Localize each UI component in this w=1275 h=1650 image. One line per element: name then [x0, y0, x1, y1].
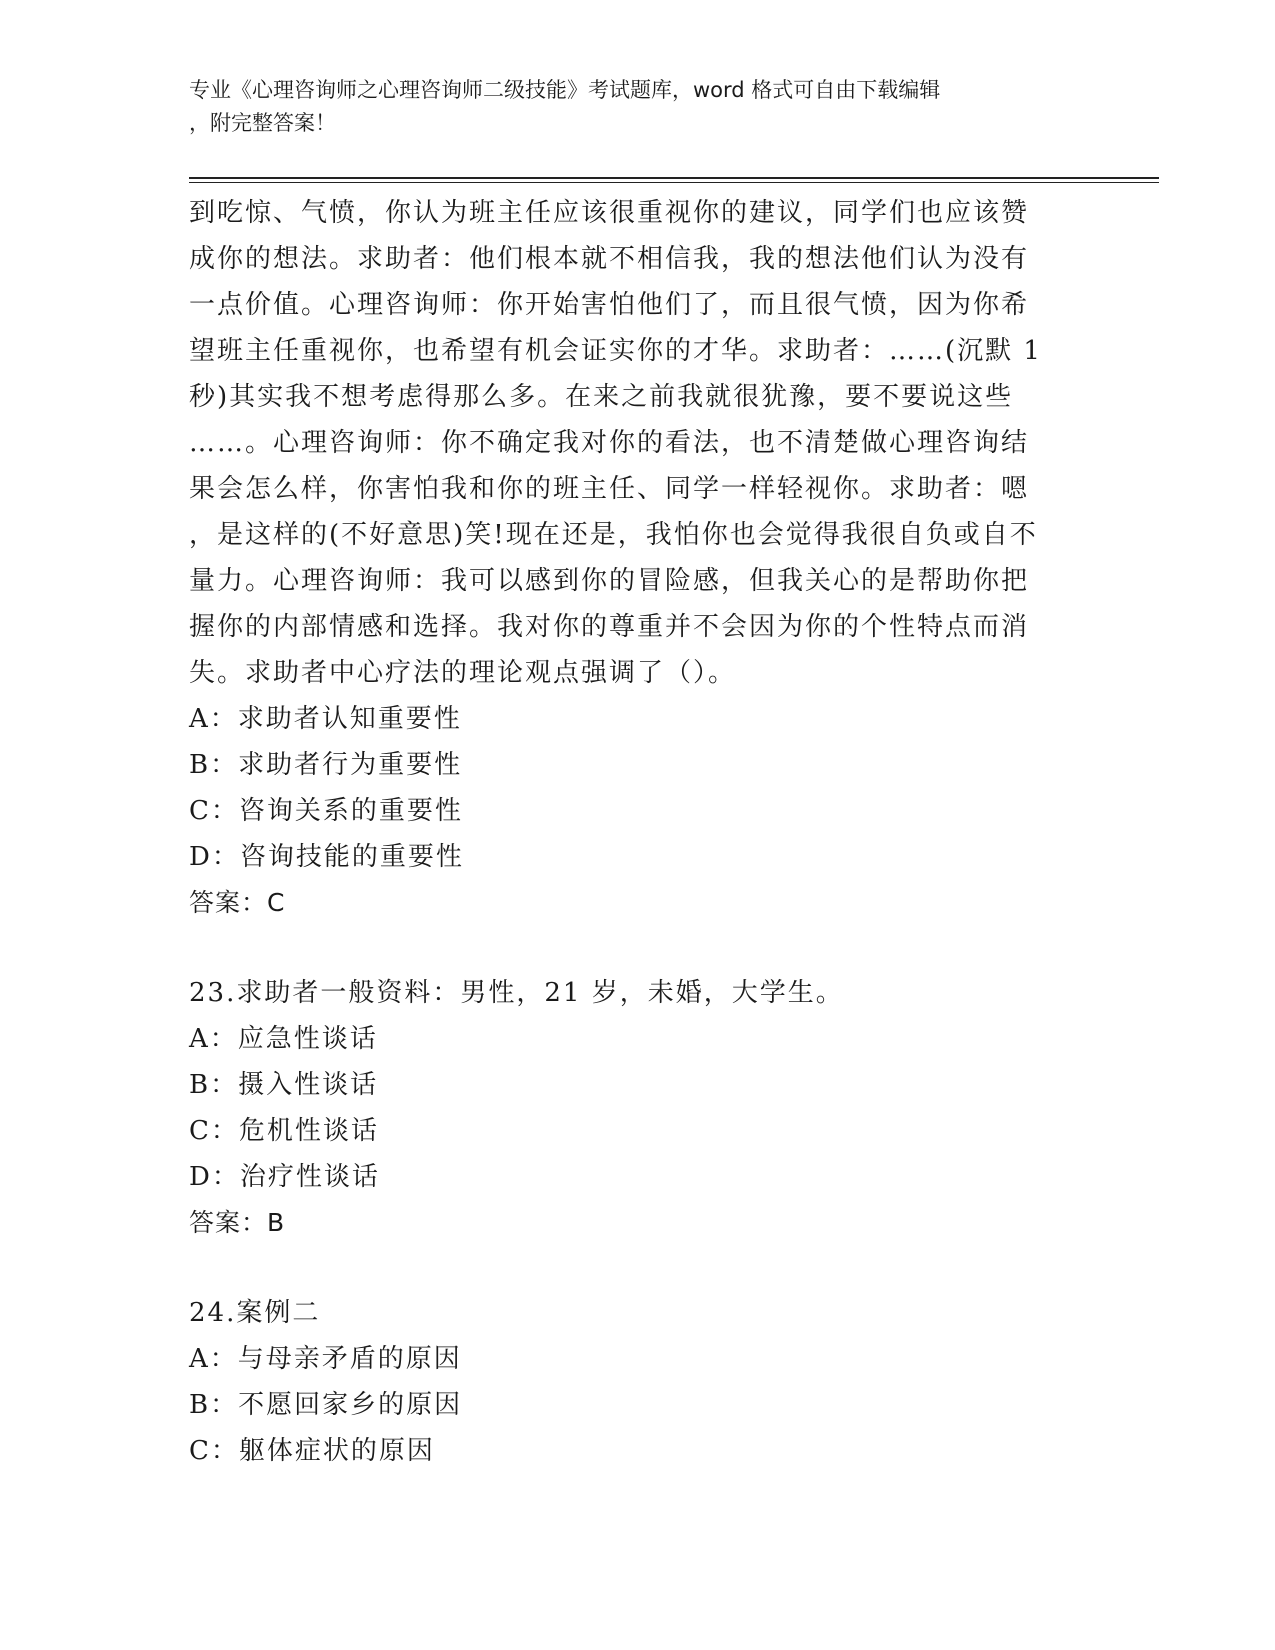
question-stem-line: ，是这样的(不好意思)笑!现在还是，我怕你也会觉得我很自负或自不 [189, 520, 1038, 550]
option-b: B：求助者行为重要性 [189, 750, 463, 780]
question-stem-line: 握你的内部情感和选择。我对你的尊重并不会因为你的个性特点而消 [189, 612, 1030, 642]
question-stem-line: 量力。心理咨询师：我可以感到你的冒险感，但我关心的是帮助你把 [189, 566, 1030, 596]
spacer [189, 926, 1089, 970]
spacer [189, 1246, 1089, 1290]
question-stem-line: 一点价值。心理咨询师：你开始害怕他们了，而且很气愤，因为你希 [189, 290, 1030, 320]
question-stem-line: 望班主任重视你，也希望有机会证实你的才华。求助者：……(沉默 1 [189, 336, 1042, 366]
question-23 [189, 970, 1089, 1246]
question-24 [189, 1290, 1089, 1474]
option-a: A：求助者认知重要性 [189, 704, 462, 734]
question-stem-line: 秒)其实我不想考虑得那么多。在来之前我就很犹豫，要不要说这些 [189, 382, 1014, 412]
option-c: C：危机性谈话 [189, 1116, 379, 1146]
question-stem: 23.求助者一般资料：男性，21 岁，未婚，大学生。 [189, 978, 844, 1008]
option-c: C：咨询关系的重要性 [189, 796, 463, 826]
answer-label: 答案：C [189, 888, 286, 917]
document-header [189, 74, 1069, 140]
question-stem-line: 果会怎么样，你害怕我和你的班主任、同学一样轻视你。求助者：嗯 [189, 474, 1030, 504]
header-line-1: 专业《心理咨询师之心理咨询师二级技能》考试题库，word 格式可自由下载编辑 [189, 78, 941, 102]
question-stem-line: 成你的想法。求助者：他们根本就不相信我，我的想法他们认为没有 [189, 244, 1030, 274]
option-c: C：躯体症状的原因 [189, 1436, 435, 1466]
question-stem: 24.案例二 [189, 1298, 321, 1328]
header-line-2: ，附完整答案！ [189, 111, 336, 135]
header-rule-thin [189, 182, 1159, 183]
option-b: B：摄入性谈话 [189, 1070, 379, 1100]
question-stem-line: 失。求助者中心疗法的理论观点强调了（）。 [189, 658, 737, 688]
question-stem-line: 到吃惊、气愤，你认为班主任应该很重视你的建议，同学们也应该赞 [189, 198, 1030, 228]
option-a: A：与母亲矛盾的原因 [189, 1344, 462, 1374]
option-d: D：咨询技能的重要性 [189, 842, 464, 872]
question-stem-line: ……。心理咨询师：你不确定我对你的看法，也不清楚做心理咨询结 [189, 428, 1030, 458]
question-22 [189, 190, 1089, 926]
option-a: A：应急性谈话 [189, 1024, 378, 1054]
answer-label: 答案：B [189, 1208, 286, 1237]
option-d: D：治疗性谈话 [189, 1162, 380, 1192]
question-content [189, 190, 1089, 1474]
option-b: B：不愿回家乡的原因 [189, 1390, 463, 1420]
header-rule-thick [189, 177, 1159, 179]
